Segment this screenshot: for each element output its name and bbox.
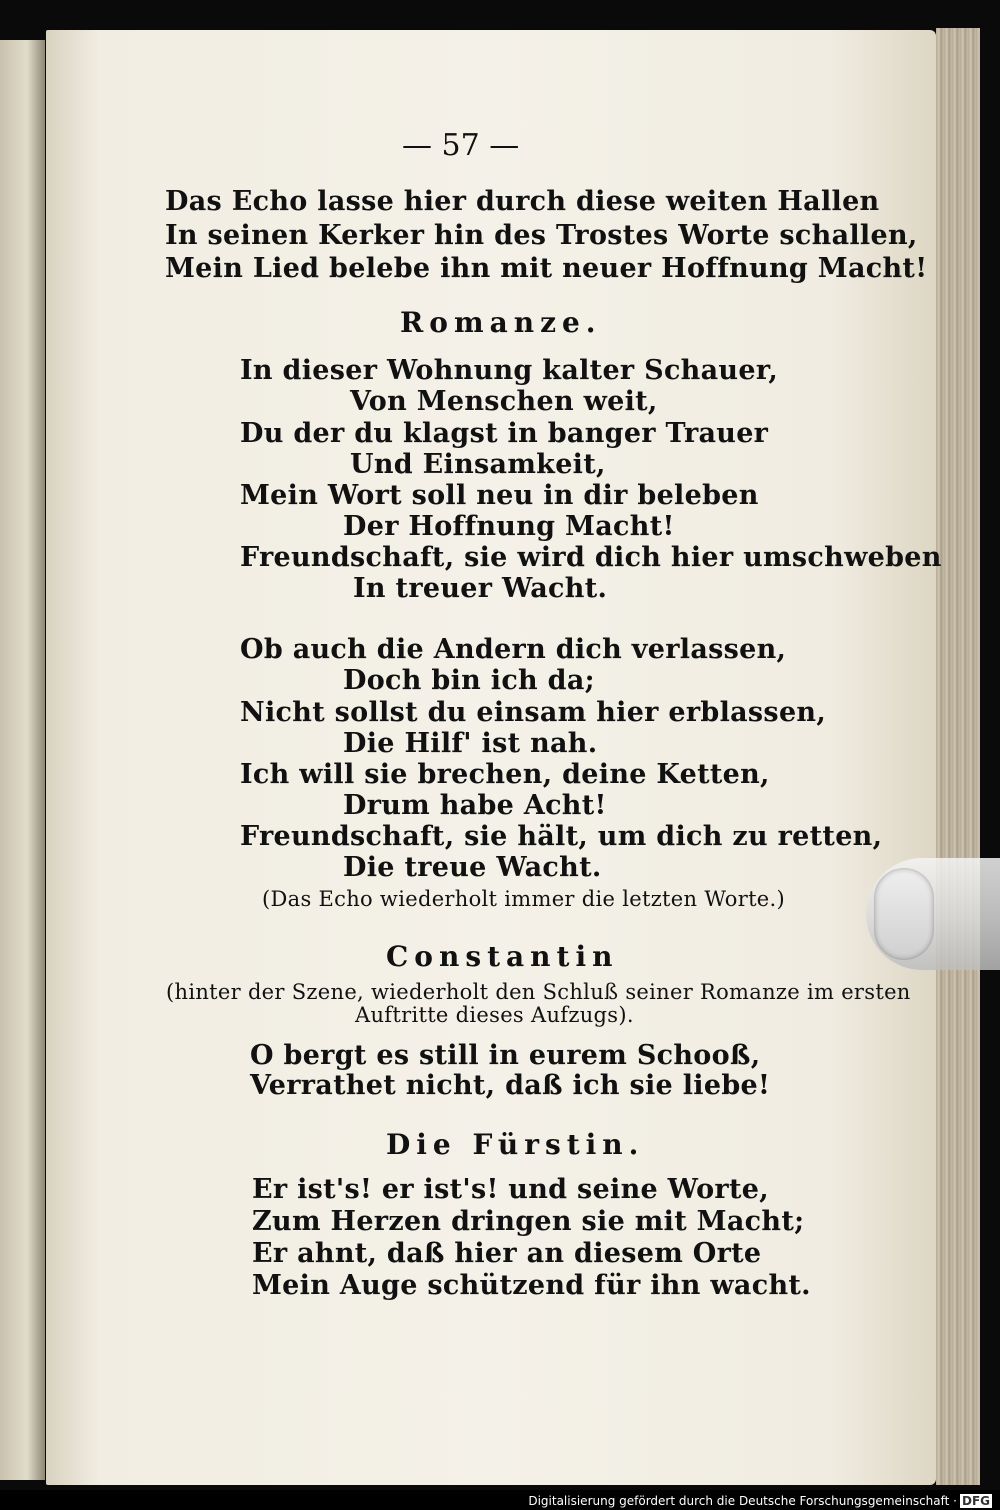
verse-line: In treuer Wacht. [353, 573, 608, 604]
verse-line: Ich will sie brechen, deine Ketten, [240, 759, 770, 790]
verse-line: In seinen Kerker hin des Trostes Worte schallen, [165, 220, 918, 251]
verse-line: Mein Auge schützend für ihn wacht. [252, 1270, 811, 1301]
section-title-romanze: Romanze. [400, 306, 602, 339]
verse-line: Freundschaft, sie hält, um dich zu retten, [240, 821, 883, 852]
verse-line: Freundschaft, sie wird dich hier umschweben [240, 542, 942, 573]
verse-line: Von Menschen weit, [350, 386, 658, 417]
speaker-fuerstin: Die Fürstin. [386, 1128, 645, 1161]
left-page-edge [0, 40, 45, 1480]
stage-direction-constantin: Auftritte dieses Aufzugs). [355, 1003, 634, 1027]
verse-line: Nicht sollst du einsam hier erblassen, [240, 697, 827, 728]
verse-line: Der Hoffnung Macht! [343, 511, 675, 542]
stage-direction-echo: (Das Echo wiederholt immer die letzten Worte.) [262, 887, 785, 911]
verse-line: Ob auch die Andern dich verlassen, [240, 634, 787, 665]
verse-line: Drum habe Acht! [343, 790, 607, 821]
page-number: — 57 — [402, 128, 520, 163]
speaker-constantin: Constantin [386, 940, 619, 973]
scanner-clip-hole [874, 868, 934, 960]
page-stack-edges [936, 28, 980, 1485]
digitization-footer [528, 1494, 992, 1508]
verse-line: Die treue Wacht. [343, 852, 602, 883]
verse-line: Und Einsamkeit, [350, 449, 606, 480]
verse-line: Mein Lied belebe ihn mit neuer Hoffnung Macht! [165, 253, 928, 284]
dfg-logo: DFG [961, 1494, 990, 1508]
verse-line: O bergt es still in eurem Schooß, [250, 1040, 761, 1071]
verse-line: Die Hilf' ist nah. [343, 728, 598, 759]
verse-line: Mein Wort soll neu in dir beleben [240, 480, 759, 511]
verse-line: Das Echo lasse hier durch diese weiten Hallen [165, 186, 880, 217]
verse-line: Doch bin ich da; [343, 665, 595, 696]
verse-line: Verrathet nicht, daß ich sie liebe! [250, 1070, 771, 1101]
footer-text: Digitalisierung gefördert durch die Deutsche Forschungsgemeinschaft · [528, 1494, 957, 1508]
verse-line: Zum Herzen dringen sie mit Macht; [252, 1206, 805, 1237]
verse-line: Er ahnt, daß hier an diesem Orte [252, 1238, 762, 1269]
verse-line: Du der du klagst in banger Trauer [240, 418, 769, 449]
verse-line: Er ist's! er ist's! und seine Worte, [252, 1174, 769, 1205]
verse-line: In dieser Wohnung kalter Schauer, [240, 355, 779, 386]
stage-direction-constantin: (hinter der Szene, wiederholt den Schluß seiner Romanze im ersten [166, 980, 911, 1004]
